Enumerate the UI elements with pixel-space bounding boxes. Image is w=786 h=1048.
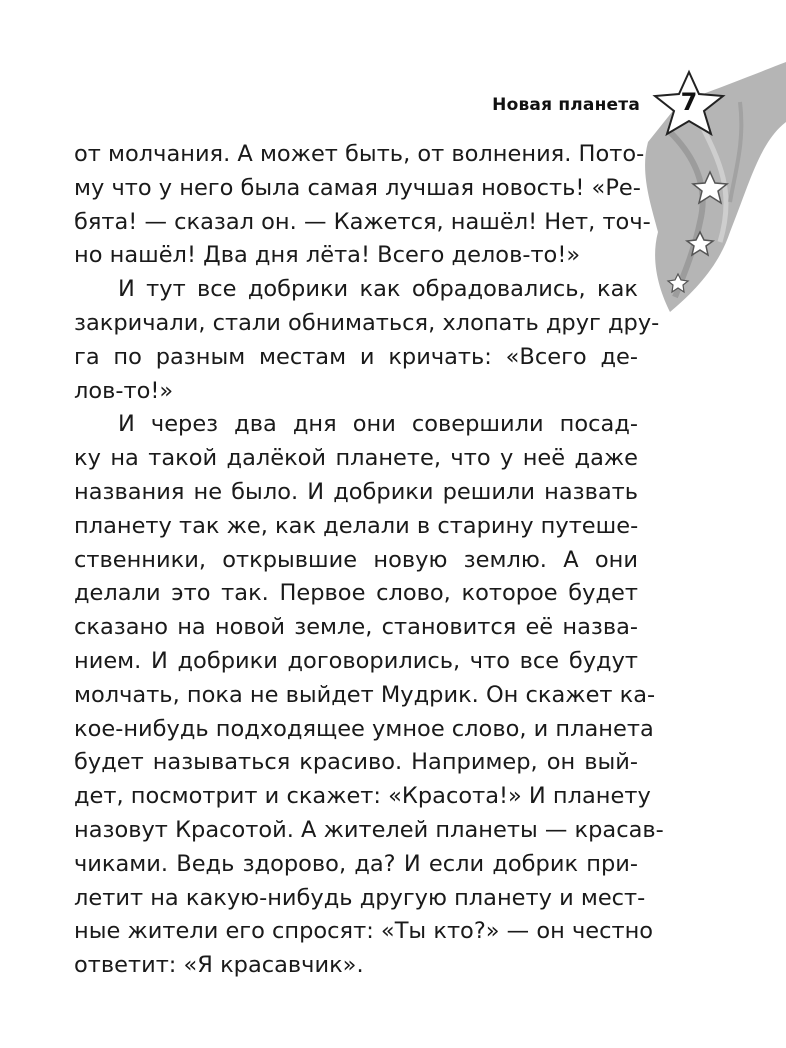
text-line: га по разным местам и кричать: «Всего де- bbox=[74, 343, 638, 370]
text-line: ственники, открывшие новую землю. А они bbox=[74, 546, 638, 573]
text-line: названия не было. И добрики решили назвать bbox=[74, 478, 638, 505]
text-line: но нашёл! Два дня лёта! Всего делов-то!» bbox=[74, 242, 581, 269]
text-line: му что у него была самая лучшая новость! «Ре- bbox=[74, 174, 641, 201]
text-line: лов-то!» bbox=[74, 377, 174, 404]
text-line: ку на такой далёкой планете, что у неё даже bbox=[74, 445, 638, 472]
running-title: Новая планета bbox=[492, 95, 640, 115]
text-line: дет, посмотрит и скажет: «Красота!» И планету bbox=[74, 783, 651, 810]
text-line: делали это так. Первое слово, которое будет bbox=[74, 580, 638, 607]
text-line: чиками. Ведь здорово, да? И если добрик при- bbox=[74, 850, 638, 877]
text-line: бята! — сказал он. — Кажется, нашёл! Нет, точ- bbox=[74, 208, 651, 235]
text-line: закричали, стали обниматься, хлопать друг дру- bbox=[74, 309, 660, 336]
body-text bbox=[74, 138, 664, 983]
text-line: назовут Красотой. А жителей планеты — красав- bbox=[74, 816, 664, 843]
text-line: планету так же, как делали в старину путеше- bbox=[74, 512, 639, 539]
text-line: И через два дня они совершили посад- bbox=[118, 411, 638, 438]
text-line: ные жители его спросят: «Ты кто?» — он честно bbox=[74, 918, 654, 945]
text-line: И тут все добрики как обрадовались, как bbox=[118, 276, 638, 303]
text-line: летит на какую-нибудь другую планету и мест- bbox=[74, 884, 646, 911]
text-line: молчать, пока не выйдет Мудрик. Он скажет ка- bbox=[74, 681, 656, 708]
text-line: сказано на новой земле, становится её назва- bbox=[74, 614, 638, 641]
text-line: от молчания. А может быть, от волнения. Пото- bbox=[74, 141, 645, 167]
page-number: 7 bbox=[680, 88, 698, 116]
text-line: будет называться красиво. Например, он вый- bbox=[74, 749, 638, 776]
text-line: нием. И добрики договорились, что все будут bbox=[74, 647, 638, 674]
text-line: кое-нибудь подходящее умное слово, и планета bbox=[74, 715, 654, 742]
text-line: ответит: «Я красавчик». bbox=[74, 952, 364, 979]
